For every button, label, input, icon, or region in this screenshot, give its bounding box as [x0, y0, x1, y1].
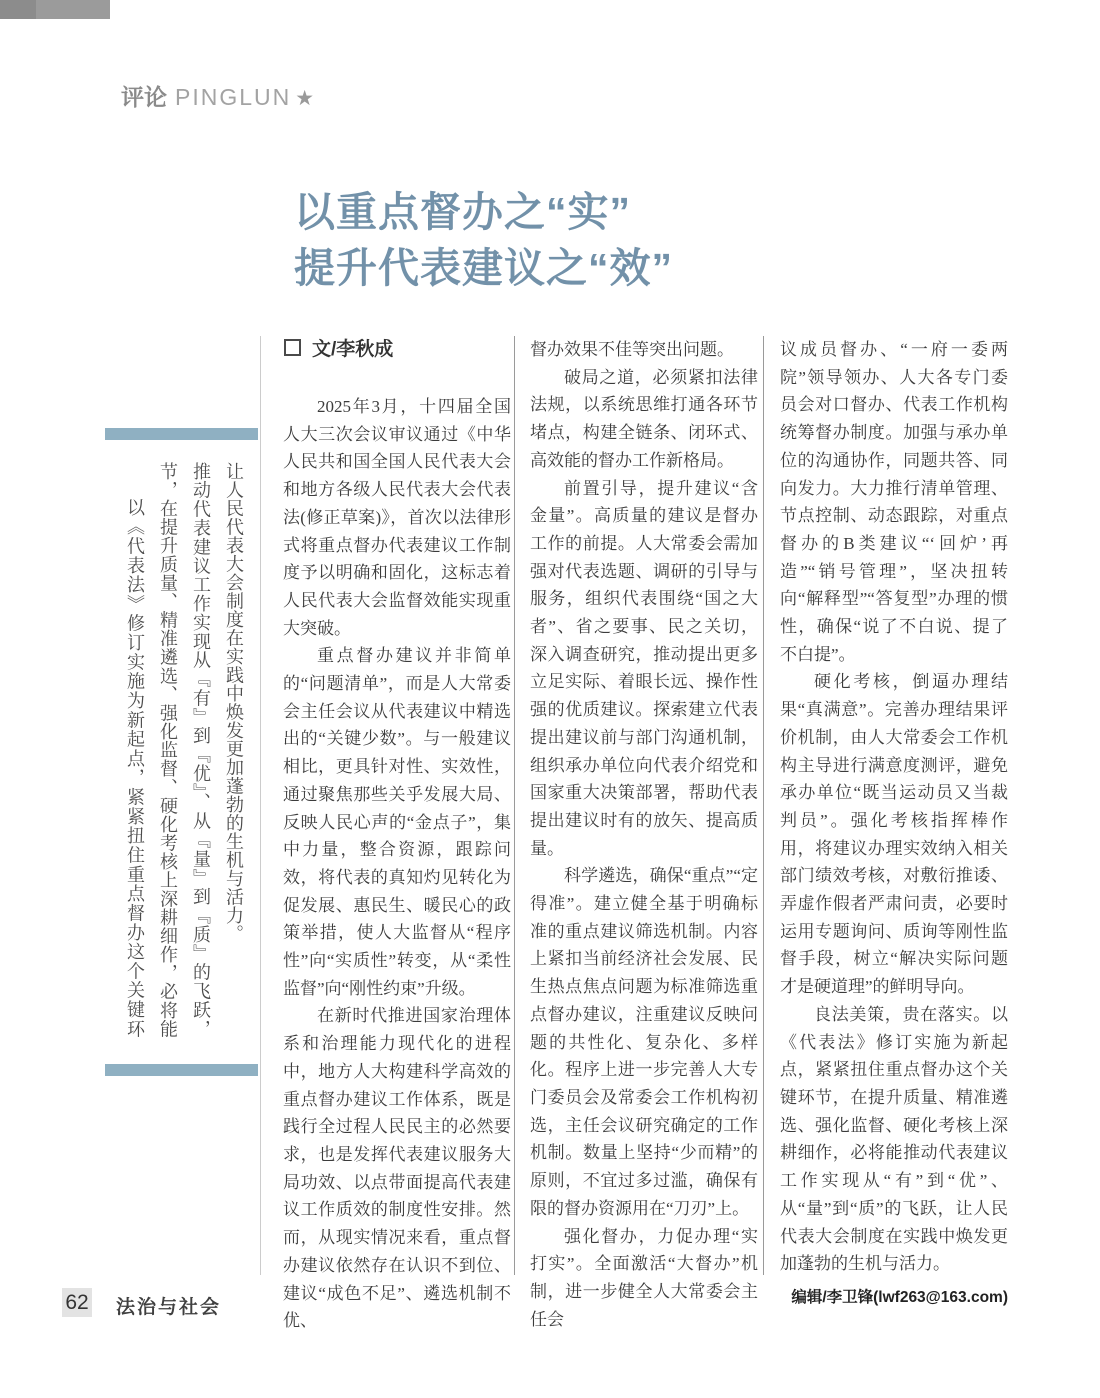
footer-page-number: 62 — [62, 1288, 92, 1317]
paragraph: 前置引导，提升建议“含金量”。高质量的建议是督办工作的前提。人大常委会需加强对代表选题、调研的引导与服务，组织代表围绕“国之大者”、省之要事、民之关切，深入调查研究，推动提出更多立足实际、着眼长远、操作性强的优质建议。探索建立代表提出建议前与部门沟通机制，组织承办单位向代表介绍党和国家重大决策部署，帮助代表提出建议时有的放矢、提高质量。 — [530, 478, 758, 858]
paragraph: 良法美策，贵在落实。以《代表法》修订实施为新起点，紧紧扭住重点督办这个关键环节，在提升质量、精准遴选、强化监督、硬化考核上深耕细作，必将能推动代表建议工作实现从“有”到“优”、从“量”到“质”的飞跃，让人民代表大会制度在实践中焕发更加蓬勃的生机与活力。 — [780, 1004, 1008, 1274]
section-label-en: PINGLUN — [175, 84, 292, 110]
star-icon: ★ — [295, 87, 315, 110]
byline-text: 文/李秋成 — [312, 339, 394, 360]
paragraph: 科学遴选，确保“重点”“定得准”。建立健全基于明确标准的重点建议筛选机制。内容上紧扣当前经济社会发展、民生热点焦点问题为标准筛选重点督办建议，注重建议反映问题的共性化、复杂化、多样化。程序上进一步完善人大专门委员会及常委会工作机构初选，主任会议研究确定的工作机制。数量上坚持“少而精”的原则，不宜过多过滥，确保有限的督办资源用在“刀刃”上。 — [530, 866, 758, 1218]
paragraph: 破局之道，必须紧扣法律法规，以系统思维打通各环节堵点，构建全链条、闭环式、高效能的督办工作新格局。 — [530, 367, 758, 470]
pull-quote-top-bar — [105, 428, 258, 440]
paragraph: 硬化考核，倒逼办理结果“真满意”。完善办理结果评价机制，由人大常委会工作机构主导进行满意度测评，避免承办单位“既当运动员又当裁判员”。强化考核指挥棒作用，将建议办理实效纳入相关部门绩效考核，对敷衍推诿、弄虚作假者严肃问责，必要时运用专题询问、质询等刚性监督手段，树立“解决实际问题才是硬道理”的鲜明导向。 — [780, 672, 1008, 997]
paragraph: 议成员督办、“一府一委两院”领导领办、人大各专门委员会对口督办、代表工作机构统筹督办制度。加强与承办单位的沟通协作，同题共答、同向发力。大力推行清单管理、节点控制、动态跟踪，对重点督办的B类建议“‘回炉’再造”“销号管理”，坚决扭转向“解释型”“答复型”办理的惯性，确保“说了不白说、提了不白提”。 — [780, 340, 1008, 664]
title-line-1: 以重点督办之“实” — [294, 189, 631, 235]
title-line-2: 提升代表建议之“效” — [294, 245, 673, 291]
article-title — [294, 184, 673, 296]
section-header — [121, 82, 314, 114]
column-divider-2 — [514, 336, 515, 1275]
paragraph: 督办效果不佳等突出问题。 — [530, 340, 734, 359]
pull-quote: 以《代表法》修订实施为新起点，紧紧扭住重点督办这个关键环节，在提升质量、精准遴选、强化监督、硬化考核上深耕细作，必将能推动代表建议工作实现从『有』到『优』、从『量』到『质』的飞跃，让人民代表大会制度在实践中焕发更加蓬勃的生机与活力。 — [125, 462, 244, 1038]
article-column-2 — [530, 336, 758, 1333]
paragraph: 在新时代推进国家治理体系和治理能力现代化的进程中，地方人大构建科学高效的重点督办建议工作体系，既是践行全过程人民民主的必然要求，也是发挥代表建议服务大局功效、以点带面提高代表建议工作质效的制度性安排。然而，从现实情况来看，重点督办建议依然存在认识不到位、建议“成色不足”、遴选机制不优、 — [283, 1006, 511, 1331]
column-divider-1 — [260, 336, 261, 1275]
footer-magazine-title: 法治与社会 — [116, 1297, 222, 1318]
paragraph: 强化督办，力促办理“实打实”。全面激活“大督办”机制，进一步健全人大常委会主任会 — [530, 1226, 758, 1329]
paragraph: 2025年3月，十四届全国人大三次会议审议通过《中华人民共和国全国人民代表大会和地方各级人民代表大会代表法(修正草案)》，首次以法律形式将重点督办代表建议工作制度予以明确和固化，这标志着人民代表大会监督效能实现重大突破。 — [283, 397, 511, 638]
column-divider-3 — [763, 336, 764, 1275]
editor-credit: 编辑/李卫锋(lwf263@163.com) — [791, 1288, 1008, 1306]
section-label-cn: 评论 — [121, 84, 167, 110]
paragraph: 重点督办建议并非简单的“问题清单”，而是人大常委会主任会议从代表建议中精选出的“关键少数”。与一般建议相比，更具针对性、实效性，通过聚焦那些关乎发展大局、反映人民心声的“金点子”，集中力量，整合资源，跟踪问效，将代表的真知灼见转化为促发展、惠民生、暖民心的政策举措，使人大监督从“程序性”向“实质性”转变，从“柔性监督”向“刚性约束”升级。 — [283, 646, 511, 998]
section-header-bar-dark — [0, 0, 36, 19]
pull-quote-bottom-bar — [105, 1064, 258, 1076]
article-column-3 — [780, 336, 1008, 1312]
article-column-1 — [283, 336, 511, 1335]
